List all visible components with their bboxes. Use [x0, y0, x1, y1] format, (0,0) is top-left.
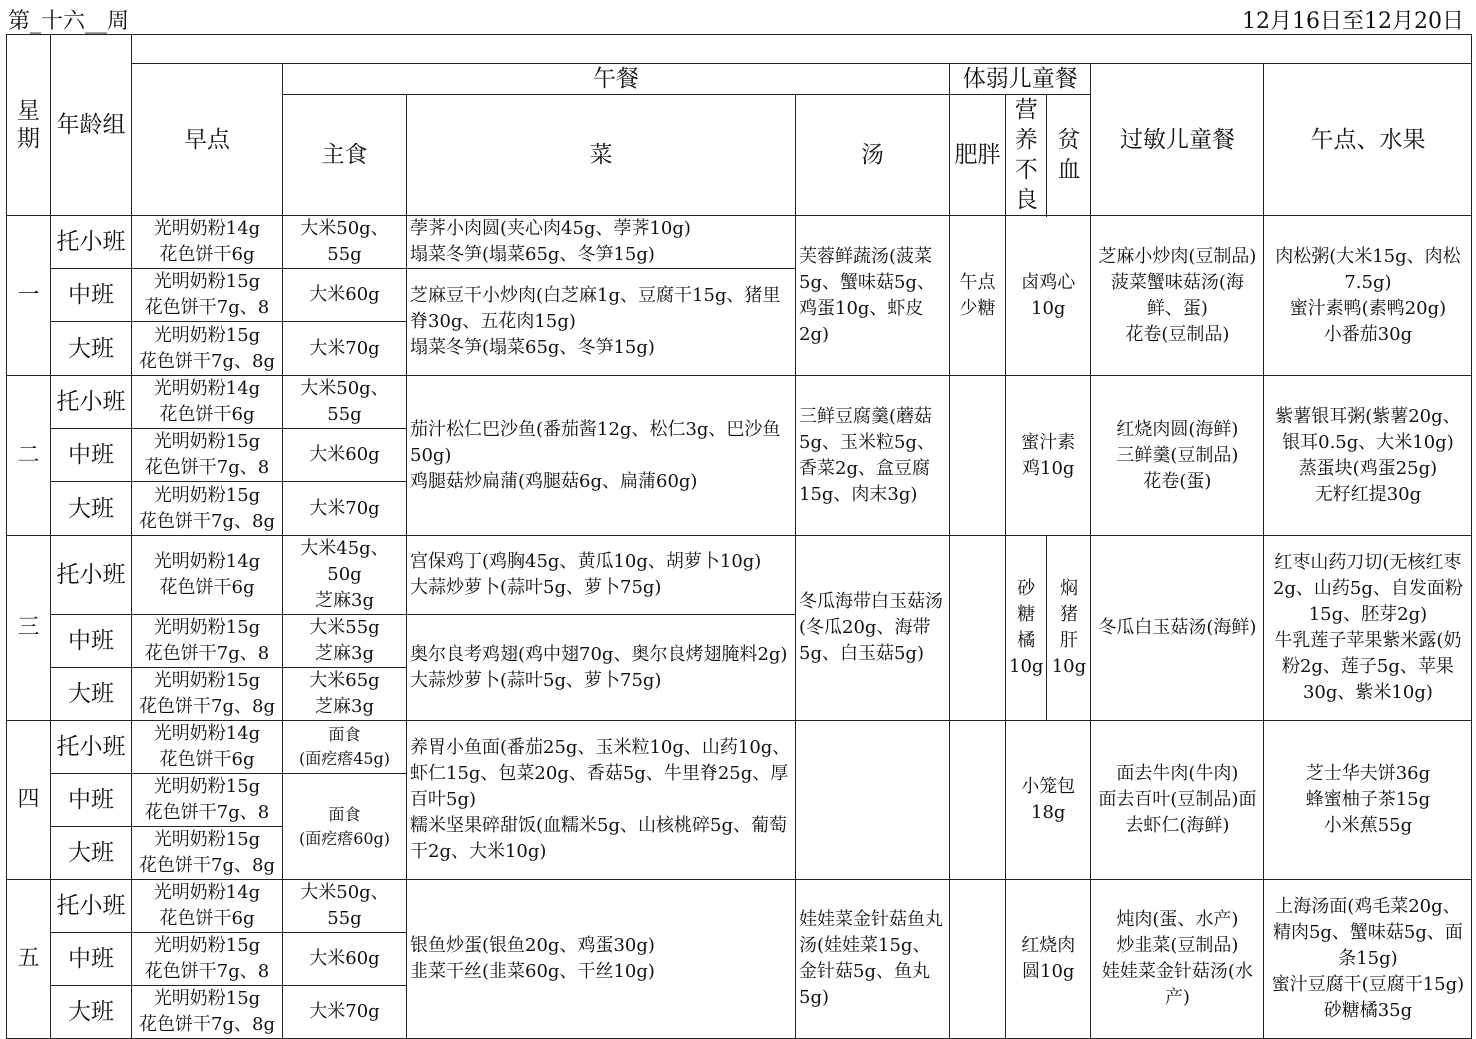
- header-snack-fruit: 午点、水果: [1264, 64, 1472, 216]
- breakfast-cell: 光明奶粉14g 花色饼干6g: [132, 536, 283, 615]
- breakfast-cell: 光明奶粉15g 花色饼干7g、8: [132, 269, 283, 322]
- obese-cell: [950, 536, 1006, 721]
- header-staple: 主食: [283, 95, 407, 216]
- malnourished-cell: 砂 糖 橘 10g: [1006, 536, 1047, 721]
- staple-cell: 大米60g: [283, 429, 407, 482]
- weekday-mon: 一: [7, 216, 51, 376]
- dish-cell: 荸荠小肉圆(夹心肉45g、荸荠10g) 塌菜冬笋(塌菜65g、冬笋15g): [407, 216, 796, 269]
- soup-cell: 娃娃菜金针菇鱼丸汤(娃娃菜15g、金针菇5g、鱼丸5g): [796, 880, 950, 1039]
- staple-cell: 面食 (面疙瘩45g): [283, 721, 407, 774]
- dish-cell: 宫保鸡丁(鸡胸45g、黄瓜10g、胡萝卜10g) 大蒜炒萝卜(蒜叶5g、萝卜75g): [407, 536, 796, 615]
- breakfast-cell: 光明奶粉15g 花色饼干7g、8g: [132, 322, 283, 376]
- snack-fruit-cell: 肉松粥(大米15g、肉松7.5g) 蜜汁素鸭(素鸭20g) 小番茄30g: [1264, 216, 1472, 376]
- breakfast-cell: 光明奶粉15g 花色饼干7g、8: [132, 774, 283, 827]
- breakfast-cell: 光明奶粉15g 花色饼干7g、8g: [132, 482, 283, 536]
- obese-cell: [950, 721, 1006, 880]
- week-label: 第_十六__周: [8, 9, 130, 34]
- weak-child-cell: 小笼包 18g: [1006, 721, 1091, 880]
- header-breakfast: 早点: [132, 64, 283, 216]
- age-group-cell: 中班: [51, 774, 132, 827]
- allergy-cell: 红烧肉圆(海鲜) 三鲜羹(豆制品) 花卷(蛋): [1091, 376, 1264, 536]
- obese-cell: 午点 少糖: [950, 216, 1006, 376]
- staple-cell: 大米50g、 55g: [283, 880, 407, 933]
- header-weekday: 星 期: [7, 35, 51, 216]
- breakfast-cell: 光明奶粉14g 花色饼干6g: [132, 721, 283, 774]
- staple-cell: 大米60g: [283, 933, 407, 986]
- header-lunch: 午餐: [283, 64, 950, 95]
- age-group-cell: 大班: [51, 482, 132, 536]
- soup-cell: 冬瓜海带白玉菇汤(冬瓜20g、海带5g、白玉菇5g): [796, 536, 950, 721]
- header-dishes: 菜: [407, 95, 796, 216]
- dish-cell: 芝麻豆干小炒肉(白芝麻1g、豆腐干15g、猪里脊30g、五花肉15g) 塌菜冬笋(塌菜65g、冬笋15g): [407, 269, 796, 376]
- age-group-cell: 中班: [51, 933, 132, 986]
- snack-fruit-cell: 上海汤面(鸡毛菜20g、精肉5g、蟹味菇5g、面条15g) 蜜汁豆腐干(豆腐干15g) 砂糖橘35g: [1264, 880, 1472, 1039]
- allergy-cell: 冬瓜白玉菇汤(海鲜): [1091, 536, 1264, 721]
- age-group-cell: 大班: [51, 827, 132, 880]
- snack-fruit-cell: 紫薯银耳粥(紫薯20g、银耳0.5g、大米10g) 蒸蛋块(鸡蛋25g) 无籽红提30g: [1264, 376, 1472, 536]
- header-malnourished: 营 养 不 良: [1006, 95, 1047, 216]
- dish-cell: 银鱼炒蛋(银鱼20g、鸡蛋30g) 韭菜干丝(韭菜60g、干丝10g): [407, 880, 796, 1039]
- header-obese: 肥胖: [950, 95, 1006, 216]
- age-group-cell: 托小班: [51, 376, 132, 429]
- soup-cell: 芙蓉鲜蔬汤(菠菜5g、蟹味菇5g、鸡蛋10g、虾皮2g): [796, 216, 950, 376]
- allergy-cell: 芝麻小炒肉(豆制品) 菠菜蟹味菇汤(海鲜、蛋) 花卷(豆制品): [1091, 216, 1264, 376]
- age-group-cell: 托小班: [51, 216, 132, 269]
- obese-cell: [950, 376, 1006, 536]
- staple-cell: 面食 (面疙瘩60g): [283, 774, 407, 880]
- header-soup: 汤: [796, 95, 950, 216]
- breakfast-cell: 光明奶粉15g 花色饼干7g、8g: [132, 986, 283, 1039]
- dish-cell: 养胃小鱼面(番茄25g、玉米粒10g、山药10g、虾仁15g、包菜20g、香菇5g、牛里脊25g、厚百叶5g) 糯米坚果碎甜饭(血糯米5g、山核桃碎5g、葡萄干2g、大米10g): [407, 721, 796, 880]
- allergy-cell: 炖肉(蛋、水产) 炒韭菜(豆制品) 娃娃菜金针菇汤(水产): [1091, 880, 1264, 1039]
- age-group-cell: 中班: [51, 269, 132, 322]
- snack-fruit-cell: 红枣山药刀切(无核红枣2g、山药5g、自发面粉15g、胚芽2g) 牛乳莲子苹果紫米露(奶粉2g、莲子5g、苹果30g、紫米10g): [1264, 536, 1472, 721]
- header-age-group: 年龄组: [51, 35, 132, 216]
- staple-cell: 大米60g: [283, 269, 407, 322]
- breakfast-cell: 光明奶粉15g 花色饼干7g、8: [132, 615, 283, 668]
- header-anemia: 贫 血: [1047, 95, 1091, 216]
- age-group-cell: 托小班: [51, 536, 132, 615]
- staple-cell: 大米50g、 55g: [283, 216, 407, 269]
- header-weak-children: 体弱儿童餐: [950, 64, 1091, 95]
- age-group-cell: 大班: [51, 986, 132, 1039]
- staple-cell: 大米70g: [283, 482, 407, 536]
- snack-fruit-cell: 芝士华夫饼36g 蜂蜜柚子茶15g 小米蕉55g: [1264, 721, 1472, 880]
- breakfast-cell: 光明奶粉15g 花色饼干7g、8g: [132, 668, 283, 721]
- weekday-thu: 四: [7, 721, 51, 880]
- allergy-cell: 面去牛肉(牛肉) 面去百叶(豆制品)面去虾仁(海鲜): [1091, 721, 1264, 880]
- soup-cell: 三鲜豆腐羹(蘑菇5g、玉米粒5g、香菜2g、盒豆腐15g、肉末3g): [796, 376, 950, 536]
- breakfast-cell: 光明奶粉15g 花色饼干7g、8: [132, 933, 283, 986]
- date-range: 12月16日至12月20日: [1242, 9, 1464, 34]
- staple-cell: 大米70g: [283, 322, 407, 376]
- staple-cell: 大米55g 芝麻3g: [283, 615, 407, 668]
- staple-cell: 大米65g 芝麻3g: [283, 668, 407, 721]
- breakfast-cell: 光明奶粉15g 花色饼干7g、8g: [132, 827, 283, 880]
- weekday-wed: 三: [7, 536, 51, 721]
- weekday-fri: 五: [7, 880, 51, 1039]
- dish-cell: 奥尔良考鸡翅(鸡中翅70g、奥尔良烤翅腌料2g) 大蒜炒萝卜(蒜叶5g、萝卜75g): [407, 615, 796, 721]
- header-spacer: [132, 35, 1472, 64]
- soup-cell: [796, 721, 950, 880]
- dish-cell: 茄汁松仁巴沙鱼(番茄酱12g、松仁3g、巴沙鱼50g) 鸡腿菇炒扁蒲(鸡腿菇6g、扁蒲60g): [407, 376, 796, 536]
- age-group-cell: 大班: [51, 322, 132, 376]
- staple-cell: 大米45g、 50g 芝麻3g: [283, 536, 407, 615]
- age-group-cell: 托小班: [51, 880, 132, 933]
- age-group-cell: 托小班: [51, 721, 132, 774]
- weekday-tue: 二: [7, 376, 51, 536]
- breakfast-cell: 光明奶粉15g 花色饼干7g、8: [132, 429, 283, 482]
- breakfast-cell: 光明奶粉14g 花色饼干6g: [132, 376, 283, 429]
- weak-child-cell: 蜜汁素 鸡10g: [1006, 376, 1091, 536]
- weak-child-cell: 卤鸡心 10g: [1006, 216, 1091, 376]
- breakfast-cell: 光明奶粉14g 花色饼干6g: [132, 880, 283, 933]
- anemia-cell: 焖 猪 肝 10g: [1047, 536, 1091, 721]
- age-group-cell: 中班: [51, 615, 132, 668]
- weekly-menu-table: [6, 34, 1472, 1039]
- staple-cell: 大米50g、 55g: [283, 376, 407, 429]
- obese-cell: [950, 880, 1006, 1039]
- header-allergy: 过敏儿童餐: [1091, 64, 1264, 216]
- breakfast-cell: 光明奶粉14g 花色饼干6g: [132, 216, 283, 269]
- weak-child-cell: 红烧肉 圆10g: [1006, 880, 1091, 1039]
- age-group-cell: 大班: [51, 668, 132, 721]
- age-group-cell: 中班: [51, 429, 132, 482]
- staple-cell: 大米70g: [283, 986, 407, 1039]
